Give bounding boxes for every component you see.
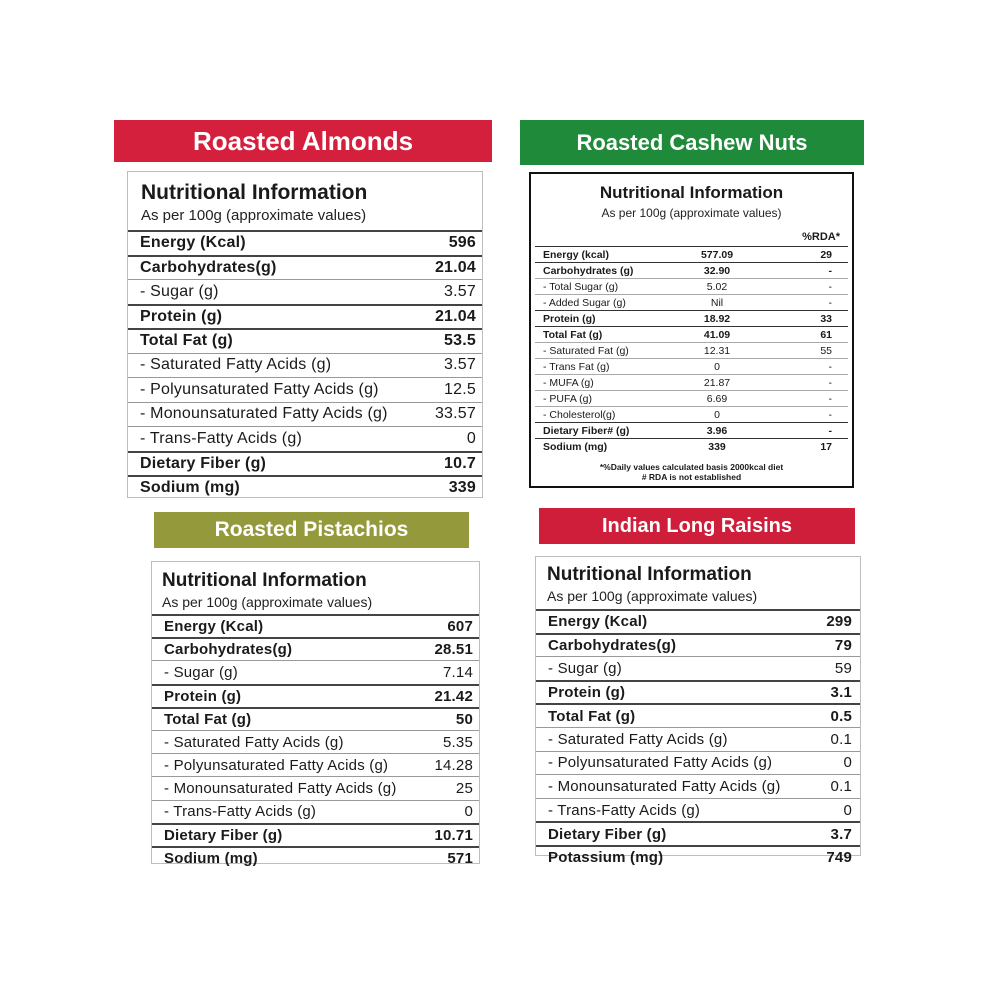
- panel-title: Nutritional Information: [547, 564, 752, 585]
- panel-title: Nutritional Information: [162, 570, 367, 591]
- nutrition-row: [535, 294, 848, 310]
- nutrition-row: [535, 406, 848, 422]
- nutrient-rda: -: [828, 376, 832, 389]
- nutrition-row: [536, 821, 860, 845]
- nutrient-label: - Saturated Fatty Acids (g): [164, 733, 344, 751]
- panel-subtitle: As per 100g (approximate values): [547, 588, 758, 604]
- nutrition-row: [535, 262, 848, 278]
- nutrient-value: 50: [455, 710, 473, 728]
- pistachios-banner: Roasted Pistachios: [154, 512, 469, 548]
- nutrient-label: - MUFA (g): [543, 376, 594, 389]
- nutrition-row: [152, 707, 479, 730]
- nutrient-label: Carbohydrates (g): [543, 264, 634, 277]
- nutrient-label: Total Fat (g): [548, 707, 636, 725]
- nutrient-value: 5.35: [443, 733, 473, 751]
- nutrition-row: [535, 278, 848, 294]
- nutrition-row: [535, 310, 848, 326]
- nutrient-label: Protein (g): [164, 687, 242, 705]
- nutrient-value: 21.04: [434, 307, 476, 325]
- nutrient-value: 0: [466, 429, 476, 447]
- nutrient-rda: -: [828, 296, 832, 309]
- nutrient-value: 299: [826, 613, 852, 631]
- nutrient-value: 21.42: [434, 687, 473, 705]
- nutrition-row: [152, 637, 479, 660]
- nutrient-label: Protein (g): [543, 312, 596, 325]
- nutrient-label: Energy (Kcal): [164, 618, 264, 636]
- nutrient-value: 0: [464, 803, 473, 821]
- nutrient-value: 21.87: [703, 376, 731, 389]
- nutrient-label: Sodium (mg): [140, 479, 240, 497]
- nutrient-rda: -: [828, 264, 832, 277]
- nutrition-row: [535, 390, 848, 406]
- nutrient-value: 6.69: [706, 392, 728, 405]
- panel-title: Nutritional Information: [141, 181, 368, 204]
- nutrition-row: [128, 230, 482, 255]
- nutrition-row: [128, 475, 482, 500]
- panel-title: Nutritional Information: [599, 183, 784, 202]
- nutrient-value: 12.31: [703, 344, 731, 357]
- nutrient-label: - Polyunsaturated Fatty Acids (g): [164, 756, 389, 774]
- nutrient-value: 21.04: [434, 258, 476, 276]
- nutrient-value: 18.92: [703, 312, 731, 325]
- nutrient-value: 53.5: [444, 332, 476, 350]
- nutrient-label: Dietary Fiber (g): [548, 825, 667, 843]
- nutrient-rda: 61: [820, 328, 832, 341]
- nutrient-label: Dietary Fiber (g): [164, 826, 283, 844]
- nutrition-row: [152, 846, 479, 869]
- nutrient-value: 3.57: [444, 282, 476, 300]
- nutrient-value: 33.57: [434, 405, 476, 423]
- nutrient-value: 3.57: [444, 356, 476, 374]
- nutrient-label: - Sugar (g): [140, 282, 219, 300]
- nutrient-value: 5.02: [706, 280, 728, 293]
- nutrient-value: 25: [455, 779, 473, 797]
- nutrient-label: - Sugar (g): [164, 663, 238, 681]
- nutrient-value: 339: [708, 440, 726, 453]
- nutrient-label: Protein (g): [548, 684, 626, 702]
- nutrient-value: 571: [447, 849, 473, 867]
- nutrition-row: [128, 304, 482, 329]
- nutrient-value: 10.7: [444, 454, 476, 472]
- nutrient-value: 0.1: [830, 730, 852, 748]
- nutrient-rda: -: [828, 360, 832, 373]
- nutrient-label: - Monounsaturated Fatty Acids (g): [140, 405, 388, 423]
- nutrient-value: 339: [448, 479, 476, 497]
- nutrition-row: [536, 703, 860, 727]
- nutrient-rda: -: [828, 408, 832, 421]
- nutrition-row: [128, 451, 482, 476]
- cashew-nutrition-panel: [529, 172, 854, 488]
- nutrition-row: [128, 426, 482, 451]
- nutrient-label: Energy (Kcal): [548, 613, 648, 631]
- nutrition-row: [152, 684, 479, 707]
- nutrient-value: 0.1: [830, 777, 852, 795]
- nutrient-value: 3.7: [830, 825, 852, 843]
- panel-subtitle: As per 100g (approximate values): [162, 594, 373, 610]
- raisins-nutrition-panel: [535, 556, 861, 867]
- nutrient-label: Potassium (mg): [548, 849, 664, 867]
- nutrition-row: [536, 727, 860, 751]
- footnote-rda: # RDA is not established: [641, 472, 742, 482]
- nutrient-label: Total Fat (g): [543, 328, 603, 341]
- raisins-banner: Indian Long Raisins: [539, 508, 855, 544]
- nutrient-label: Energy (Kcal): [140, 234, 246, 252]
- nutrient-value: 41.09: [703, 328, 731, 341]
- nutrient-label: - Polyunsaturated Fatty Acids (g): [140, 380, 379, 398]
- nutrition-row: [536, 656, 860, 680]
- nutrient-rda: -: [828, 392, 832, 405]
- nutrient-rda: -: [828, 280, 832, 293]
- nutrient-value: 3.1: [830, 684, 852, 702]
- nutrient-label: - Polyunsaturated Fatty Acids (g): [548, 754, 773, 772]
- almonds-nutrition-panel: [127, 171, 483, 498]
- nutrient-rda: 29: [820, 248, 832, 261]
- nutrient-label: Total Fat (g): [140, 332, 233, 350]
- nutrient-value: 749: [826, 849, 852, 867]
- nutrition-row: [535, 342, 848, 358]
- nutrition-row: [536, 633, 860, 657]
- nutrient-label: Carbohydrates(g): [140, 258, 277, 276]
- nutrient-label: Protein (g): [140, 307, 223, 325]
- nutrient-label: - Monounsaturated Fatty Acids (g): [164, 779, 397, 797]
- nutrient-rda: 17: [820, 440, 832, 453]
- nutrition-row: [536, 798, 860, 822]
- nutrition-row: [536, 845, 860, 869]
- nutrient-label: - Trans-Fatty Acids (g): [164, 803, 317, 821]
- nutrient-label: - Sugar (g): [548, 659, 622, 677]
- nutrient-label: Carbohydrates(g): [164, 641, 293, 659]
- nutrition-rows: [152, 614, 479, 869]
- nutrition-row: [128, 353, 482, 378]
- nutrient-label: - Trans Fat (g): [543, 360, 610, 373]
- nutrient-value: 0.5: [830, 707, 852, 725]
- nutrition-row: [535, 246, 848, 262]
- almonds-banner: Roasted Almonds: [114, 120, 492, 162]
- nutrient-label: - Total Sugar (g): [543, 280, 619, 293]
- nutrient-value: 607: [447, 618, 473, 636]
- nutrition-rows: [128, 230, 482, 500]
- nutrient-value: 596: [448, 234, 476, 252]
- nutrition-row: [152, 776, 479, 799]
- nutrient-value: 32.90: [703, 264, 731, 277]
- nutrition-row: [535, 374, 848, 390]
- nutrient-rda: 33: [820, 312, 832, 325]
- nutrition-row: [536, 609, 860, 633]
- footnote-daily-values: *%Daily values calculated basis 2000kcal diet: [599, 462, 784, 472]
- nutrient-label: - Saturated Fat (g): [543, 344, 629, 357]
- nutrient-label: - Cholesterol(g): [543, 408, 616, 421]
- nutrient-label: - Saturated Fatty Acids (g): [548, 730, 728, 748]
- nutrient-value: 7.14: [443, 663, 473, 681]
- nutrient-value: 28.51: [434, 641, 473, 659]
- nutrient-label: Dietary Fiber (g): [140, 454, 267, 472]
- nutrition-row: [535, 358, 848, 374]
- nutrition-rows: [536, 609, 860, 869]
- nutrient-label: - PUFA (g): [543, 392, 593, 405]
- nutrition-row: [128, 279, 482, 304]
- nutrient-value: 3.96: [706, 424, 728, 437]
- nutrition-row: [535, 422, 848, 438]
- pistachios-nutrition-panel: [151, 561, 480, 867]
- cashew-banner: Roasted Cashew Nuts: [520, 120, 864, 165]
- nutrient-value: 577.09: [700, 248, 734, 261]
- nutrition-row: [535, 438, 848, 454]
- nutrient-rda: -: [828, 424, 832, 437]
- nutrient-label: - Saturated Fatty Acids (g): [140, 356, 332, 374]
- nutrition-row: [152, 823, 479, 846]
- nutrient-label: Sodium (mg): [164, 849, 258, 867]
- nutrition-rows: [535, 246, 848, 454]
- nutrient-value: 0: [843, 754, 852, 772]
- nutrient-value: 0: [714, 360, 720, 373]
- nutrition-row: [128, 402, 482, 427]
- nutrition-row: [536, 680, 860, 704]
- nutrition-row: [535, 326, 848, 342]
- nutrient-label: Total Fat (g): [164, 710, 252, 728]
- nutrient-label: - Trans-Fatty Acids (g): [140, 429, 302, 447]
- nutrient-value: 12.5: [444, 380, 476, 398]
- nutrient-label: Carbohydrates(g): [548, 636, 677, 654]
- nutrition-row: [128, 255, 482, 280]
- nutrition-row: [152, 753, 479, 776]
- nutrient-value: Nil: [710, 296, 724, 309]
- nutrient-label: Sodium (mg): [543, 440, 608, 453]
- panel-subtitle: As per 100g (approximate values): [601, 206, 782, 220]
- nutrient-label: Energy (kcal): [543, 248, 609, 261]
- rda-header: %RDA*: [802, 231, 840, 243]
- nutrition-row: [128, 328, 482, 353]
- nutrition-row: [536, 751, 860, 775]
- nutrient-value: 0: [714, 408, 720, 421]
- nutrition-row: [128, 377, 482, 402]
- nutrient-label: - Added Sugar (g): [543, 296, 626, 309]
- nutrient-rda: 55: [820, 344, 832, 357]
- nutrient-value: 59: [834, 659, 852, 677]
- nutrient-label: Dietary Fiber# (g): [543, 424, 630, 437]
- nutrition-row: [152, 614, 479, 637]
- nutrient-value: 0: [843, 801, 852, 819]
- nutrient-value: 10.71: [434, 826, 473, 844]
- nutrient-label: - Trans-Fatty Acids (g): [548, 801, 701, 819]
- panel-subtitle: As per 100g (approximate values): [141, 207, 367, 224]
- nutrition-row: [536, 774, 860, 798]
- nutrition-row: [152, 800, 479, 823]
- nutrient-label: - Monounsaturated Fatty Acids (g): [548, 777, 781, 795]
- nutrient-value: 14.28: [434, 756, 473, 774]
- nutrition-row: [152, 730, 479, 753]
- nutrition-row: [152, 660, 479, 683]
- nutrient-value: 79: [834, 636, 852, 654]
